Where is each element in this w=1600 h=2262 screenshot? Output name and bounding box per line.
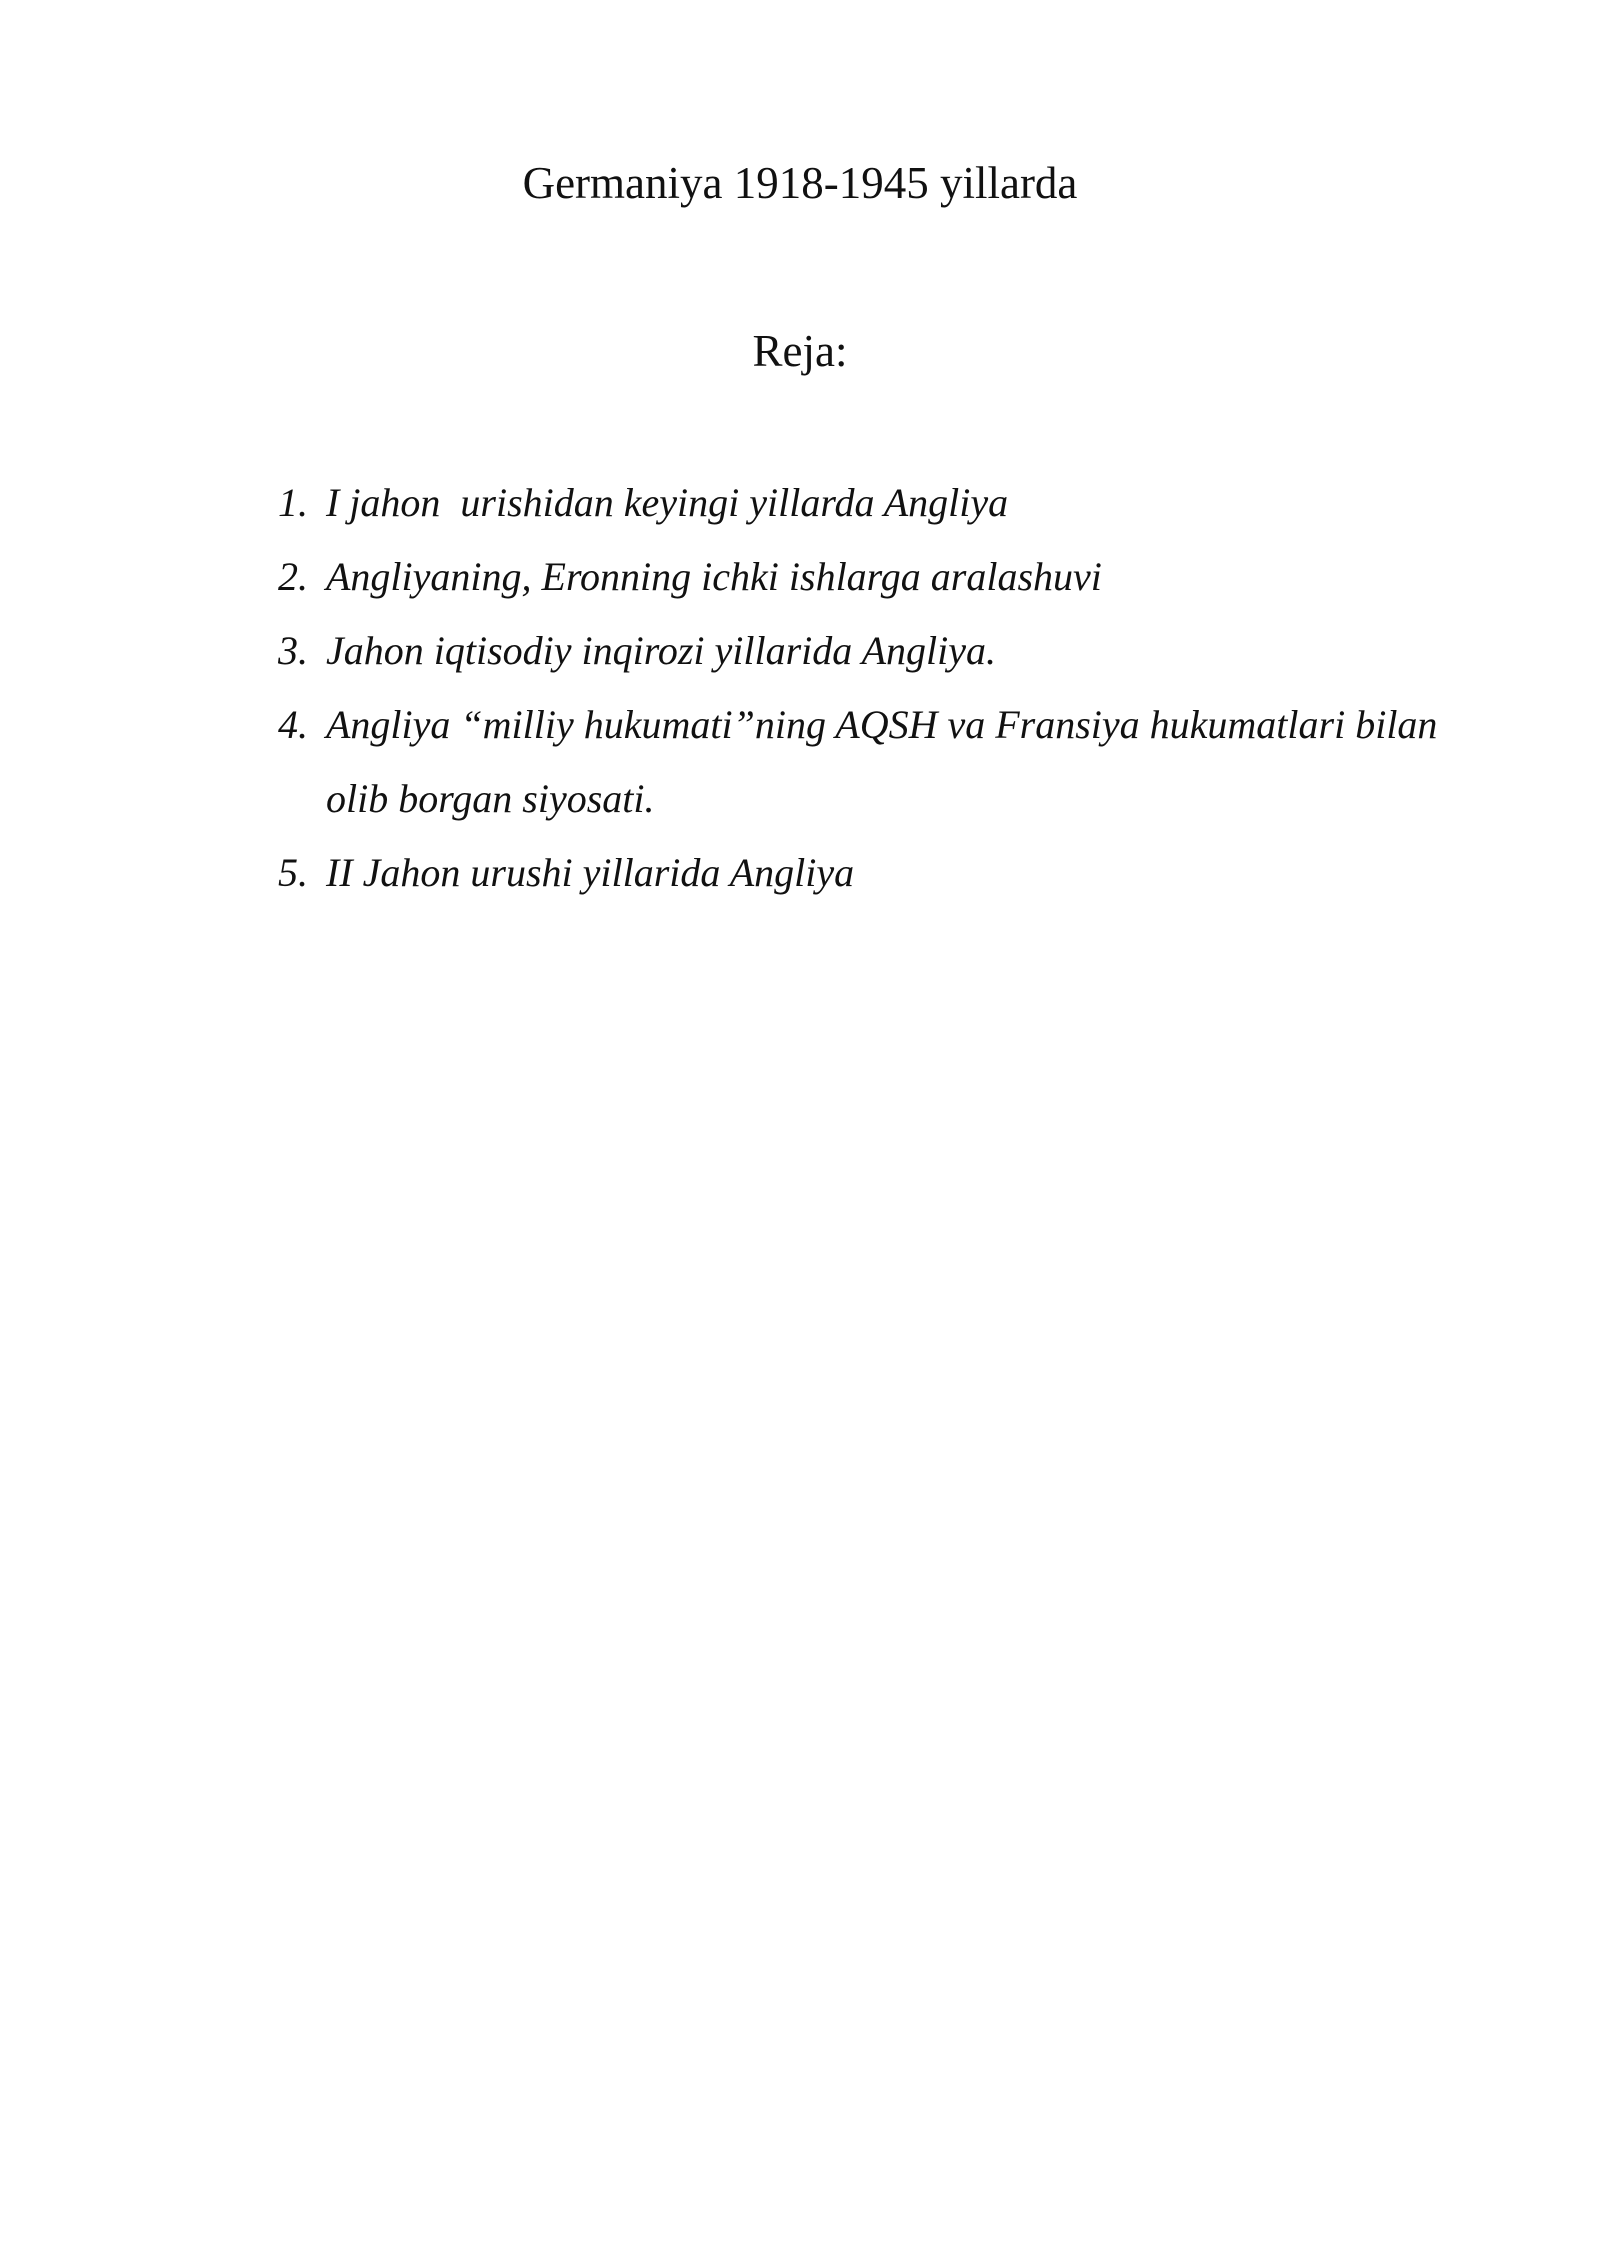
plan-item-number: 4.: [278, 702, 308, 747]
plan-heading: Reja:: [752, 326, 848, 376]
plan-item-text: Angliyaning, Eronning ichki ishlarga aralashuvi: [326, 554, 1102, 599]
plan-list: [278, 466, 1458, 910]
plan-item: [278, 540, 1458, 614]
plan-item-text: Angliya “milliy hukumati”ning AQSH va Fransiya hukumatlari bilan olib borgan siyosati.: [326, 702, 1438, 821]
plan-item-text: II Jahon urushi yillarida Angliya: [326, 850, 855, 895]
plan-item: [278, 836, 1458, 910]
plan-item-number: 2.: [278, 554, 308, 599]
plan-item: [278, 466, 1458, 540]
plan-item-text: Jahon iqtisodiy inqirozi yillarida Angliya.: [326, 628, 996, 673]
plan-item: [278, 614, 1458, 688]
plan-item-number: 5.: [278, 850, 308, 895]
plan-item-text: I jahon urishidan keyingi yillarda Angliya: [326, 480, 1009, 525]
plan-item-number: 3.: [278, 628, 308, 673]
document-title: Germaniya 1918-1945 yillarda: [522, 158, 1078, 208]
plan-item: [278, 688, 1458, 836]
plan-item-number: 1.: [278, 480, 308, 525]
